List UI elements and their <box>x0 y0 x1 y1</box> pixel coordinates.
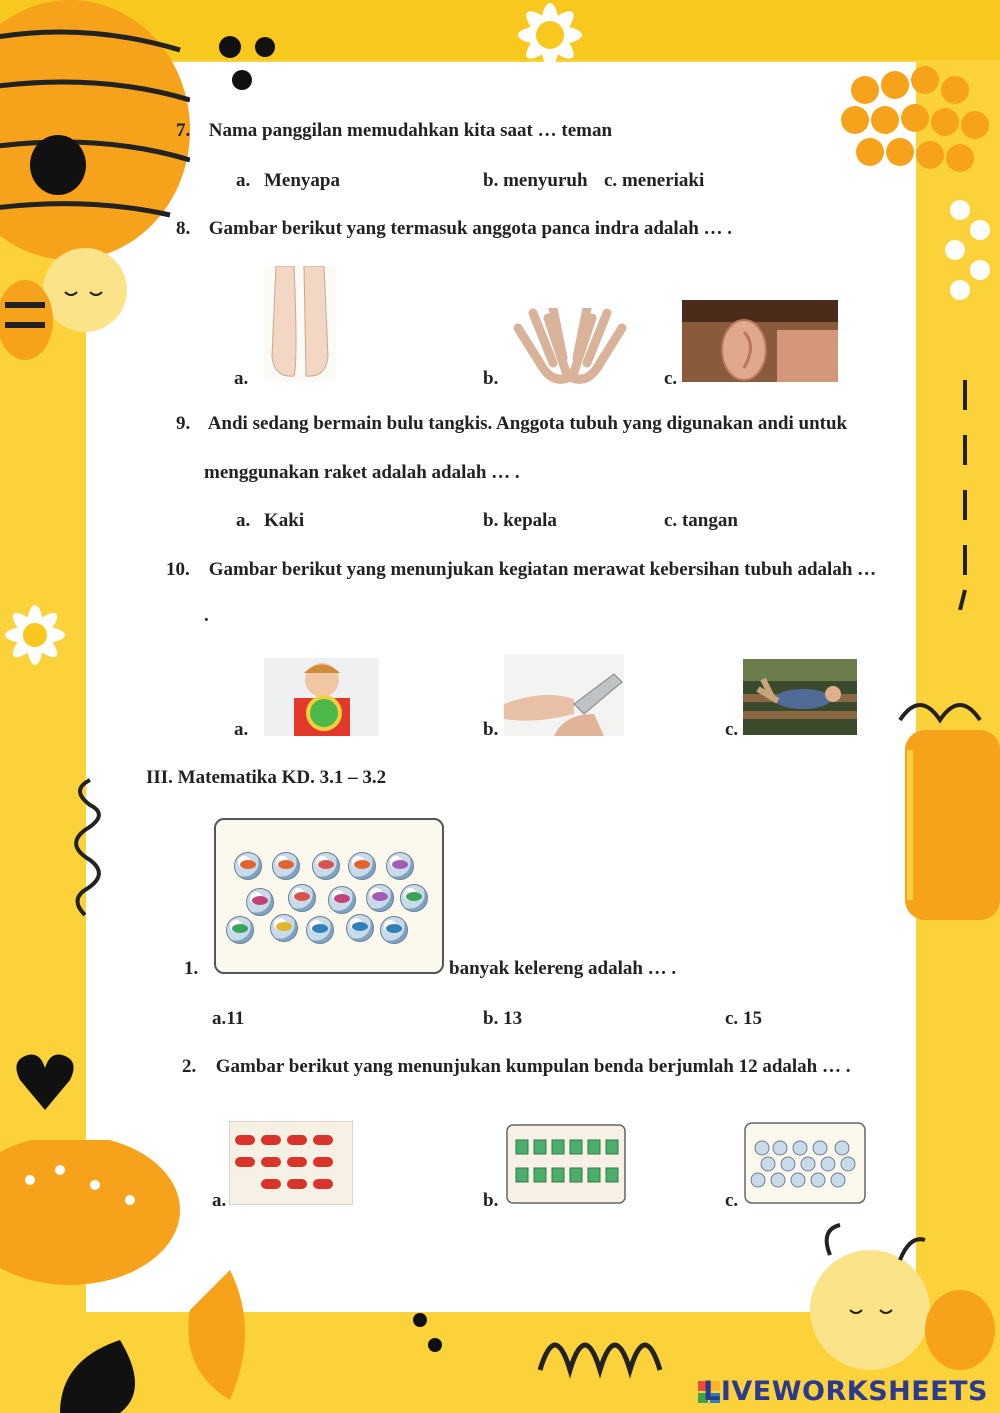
question-text: Andi sedang bermain bulu tangkis. Anggota tubuh yang digunakan andi untuk <box>207 413 848 434</box>
marble <box>288 884 316 912</box>
option-text: 11 <box>226 1008 245 1029</box>
option-a[interactable] <box>236 170 340 192</box>
question-number: 10. <box>166 559 190 580</box>
marble <box>234 852 262 880</box>
option-c-label: c. <box>664 368 678 389</box>
option-b-label: b. <box>483 1190 499 1211</box>
marble <box>328 886 356 914</box>
option-text: 13 <box>503 1008 523 1029</box>
option-c-label: c. <box>725 1190 739 1211</box>
option-a[interactable] <box>236 510 304 532</box>
red-cars-image[interactable] <box>229 1121 353 1205</box>
hands-image[interactable] <box>508 308 632 384</box>
option-c-label: c. <box>725 719 739 740</box>
question-8 <box>176 218 732 240</box>
marbles-box-image <box>214 818 444 974</box>
spiral-decoration <box>60 770 110 930</box>
honeycomb-decoration <box>840 60 1000 320</box>
question-text: Gambar berikut yang menunjukan kegiatan merawat kebersihan tubuh adalah … <box>208 559 877 580</box>
question-number: 9. <box>176 413 191 434</box>
dots-decoration <box>215 35 285 95</box>
marble <box>380 916 408 944</box>
ear-image[interactable] <box>682 300 838 382</box>
option-label: c. <box>664 510 678 531</box>
question-9-line1 <box>176 413 847 435</box>
question-text: Gambar berikut yang menunjukan kumpulan benda berjumlah 12 adalah … . <box>215 1056 851 1077</box>
marble <box>270 914 298 942</box>
option-label: b. <box>483 170 499 191</box>
option-c[interactable] <box>604 170 704 192</box>
child-lollipop-image[interactable] <box>264 658 379 736</box>
marble <box>312 852 340 880</box>
marble <box>366 884 394 912</box>
option-a-label: a. <box>212 1190 227 1211</box>
option-b-label: b. <box>483 719 499 740</box>
option-text: Menyapa <box>264 170 340 191</box>
marble <box>272 852 300 880</box>
question-10-line2: . <box>204 605 209 626</box>
question-number: 2. <box>182 1056 197 1077</box>
marble <box>346 914 374 942</box>
squiggle-decoration <box>400 1310 750 1380</box>
bee-decoration-left <box>0 230 140 380</box>
marble <box>400 884 428 912</box>
option-c[interactable] <box>664 510 738 532</box>
option-text: menyuruh <box>503 170 588 191</box>
option-text: 15 <box>742 1008 762 1029</box>
marble <box>348 852 376 880</box>
option-a[interactable] <box>212 1008 244 1030</box>
marble <box>306 916 334 944</box>
question-9-line2: menggunakan raket adalah adalah … . <box>204 462 520 483</box>
heart-decoration <box>0 1040 100 1120</box>
question-10-line1 <box>166 559 876 581</box>
option-label: a. <box>236 170 251 191</box>
question-7 <box>176 120 612 142</box>
option-c[interactable] <box>725 1008 762 1030</box>
math-question-1-number: 1. <box>184 958 199 979</box>
option-text: meneriaki <box>621 170 705 191</box>
option-a-label: a. <box>234 719 249 740</box>
daisy-top <box>480 0 620 90</box>
bee-decoration-right <box>790 1220 1000 1370</box>
math-question-2 <box>182 1056 850 1078</box>
option-label: a. <box>236 510 251 531</box>
question-text: Nama panggilan memudahkan kita saat … teman <box>208 120 613 141</box>
section-title: III. Matematika KD. 3.1 – 3.2 <box>146 767 387 788</box>
dash-line-decoration <box>950 380 980 610</box>
option-text: tangan <box>681 510 738 531</box>
option-label: c. <box>725 1008 739 1029</box>
option-label: a. <box>212 1008 227 1029</box>
daisy-left <box>0 570 85 710</box>
option-b-label: b. <box>483 368 499 389</box>
option-text: Kaki <box>264 510 305 531</box>
option-label: b. <box>483 1008 499 1029</box>
child-lying-bench-image[interactable] <box>743 659 857 735</box>
option-label: b. <box>483 510 499 531</box>
liveworksheets-brand[interactable]: LIVEWORKSHEETS <box>703 1376 988 1407</box>
marble <box>386 852 414 880</box>
marble <box>226 916 254 944</box>
nail-clipper-image[interactable] <box>504 654 624 736</box>
honey-jar-decoration <box>880 690 1000 930</box>
question-number: 7. <box>176 120 191 141</box>
green-boxes-image[interactable] <box>506 1124 626 1204</box>
marble <box>246 888 274 916</box>
option-label: c. <box>604 170 618 191</box>
math-question-1-text: banyak kelereng adalah … . <box>449 958 677 979</box>
option-b[interactable] <box>483 510 557 532</box>
option-a-label: a. <box>234 368 249 389</box>
feet-image[interactable] <box>264 266 336 382</box>
option-b[interactable] <box>483 1008 522 1030</box>
marbles-small-image[interactable] <box>744 1122 866 1204</box>
option-text: kepala <box>503 510 557 531</box>
question-text: Gambar berikut yang termasuk anggota panca indra adalah … . <box>208 218 733 239</box>
question-number: 8. <box>176 218 191 239</box>
option-b[interactable] <box>483 170 588 192</box>
